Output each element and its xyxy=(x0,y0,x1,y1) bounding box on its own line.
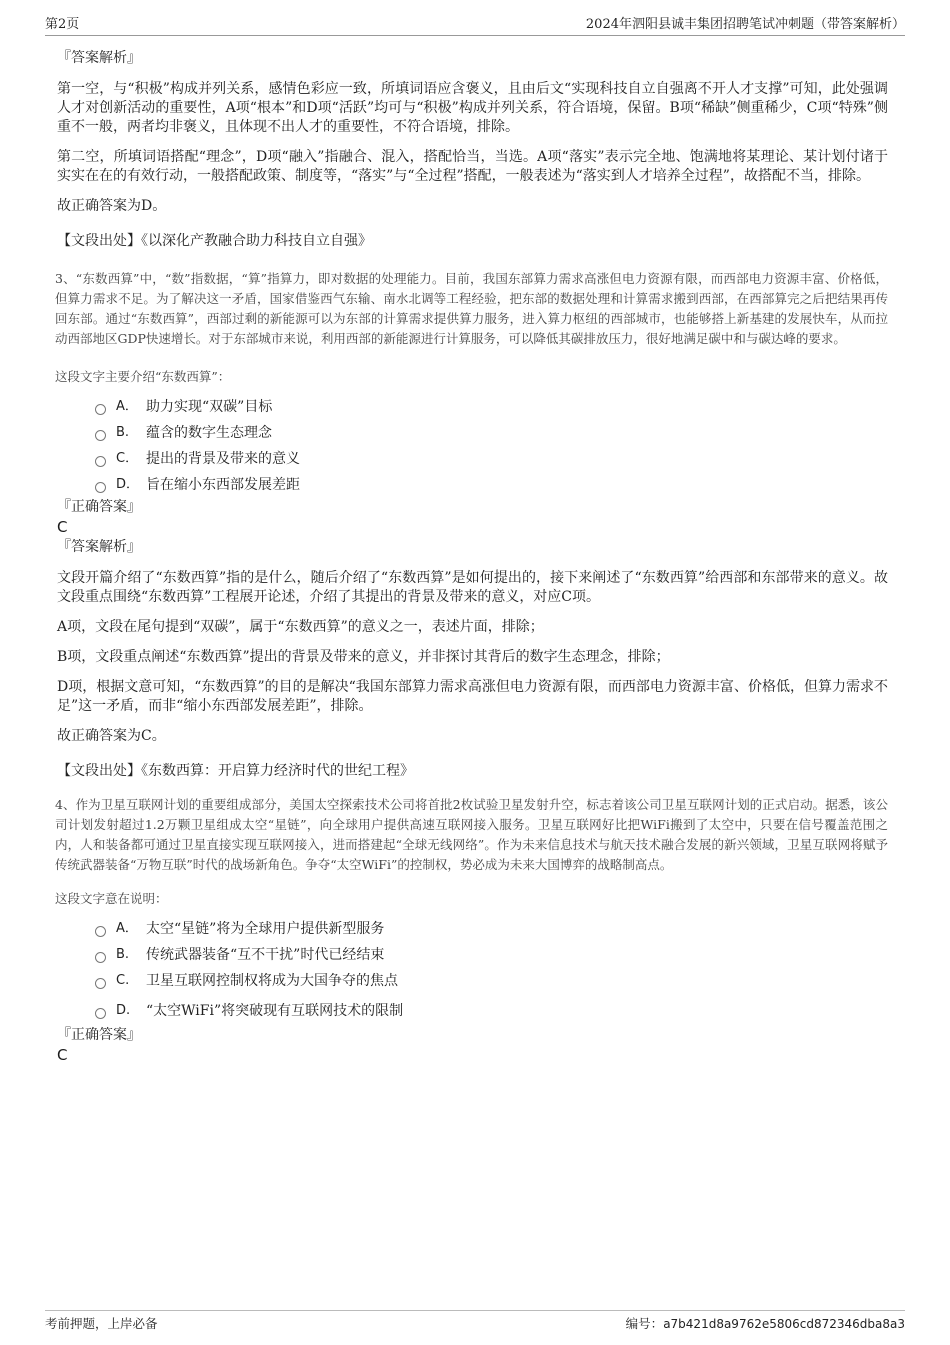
option-text: 蕴含的数字生态理念 xyxy=(146,425,272,441)
q3-conclusion: 故正确答案为C。 xyxy=(57,728,166,744)
radio-icon[interactable] xyxy=(95,456,106,467)
q3-analysis-paragraph-4: D项，根据文意可知，“东数西算”的目的是解决“我国东部算力需求高涨但电力资源有限，而西部电力资源丰富、价格低，但算力需求不足”这一矛盾，而非“缩小东西部发展差距”，排除。 xyxy=(57,679,888,714)
q2-conclusion: 故正确答案为D。 xyxy=(57,198,167,214)
q4-prompt: 这段文字意在说明： xyxy=(55,891,168,906)
document-code xyxy=(626,1314,905,1332)
option-letter: B. xyxy=(116,947,130,962)
q4-option-a[interactable] xyxy=(95,919,888,939)
q3-source: 【文段出处】《东数西算：开启算力经济时代的世纪工程》 xyxy=(57,763,414,779)
radio-icon[interactable] xyxy=(95,1008,106,1019)
radio-icon[interactable] xyxy=(95,926,106,937)
q4-option-c[interactable] xyxy=(95,971,888,991)
option-letter: D． xyxy=(116,477,140,492)
option-text: 旨在缩小东西部发展差距 xyxy=(146,477,300,493)
option-letter: B. xyxy=(116,425,130,440)
footer-slogan: 考前押题，上岸必备 xyxy=(45,1316,158,1331)
page-number: 第2页 xyxy=(45,17,80,32)
q3-options xyxy=(57,397,888,495)
q4-answer: C xyxy=(57,1046,68,1064)
document-code-label: 编号： xyxy=(625,1316,664,1331)
q2-analysis-paragraph-1: 第一空，与“积极”构成并列关系，感情色彩应一致，所填词语应含褒义，且由后文“实现科技自立自强离不开人才支撑”可知，此处强调人才对创新活动的重要性，A项“根本”和D项“活跃”均可与“积极”构成并列关系，符合语境，保留。B项“稀缺”侧重稀少，C项“特殊”侧重不一般，两者均非褒义，且体现不出人才的重要性，不符合语境，排除。 xyxy=(57,81,888,135)
q3-analysis-paragraph-2: A项，文段在尾句提到“双碳”，属于“东数西算”的意义之一，表述片面，排除； xyxy=(57,619,544,635)
option-text: 卫星互联网控制权将成为大国争夺的焦点 xyxy=(146,973,398,989)
radio-icon[interactable] xyxy=(95,482,106,493)
q3-answer: C xyxy=(57,518,68,536)
option-letter: A． xyxy=(116,399,138,414)
q4-question: 4、作为卫星互联网计划的重要组成部分，美国太空探索技术公司将首批2枚试验卫星发射升空，标志着该公司卫星互联网计划的正式启动。据悉，该公司计划发射超过1.2万颗卫星组成太空“星链”，向全球用户提供高速互联网接入服务。卫星互联网好比把WiFi搬到了太空中，只要在信号覆盖范围之内，人和装备都可通过卫星直接实现互联网接入，进而搭建起“全球无线网络”。作为未来信息技术与航天技术融合发展的新兴领域，卫星互联网将赋予传统武器装备“万物互联”时代的战场新角色。争夺“太空WiFi”的控制权，势必成为未来大国博弈的战略制高点。 xyxy=(55,797,888,872)
q3-option-a[interactable] xyxy=(95,397,888,417)
option-text: 传统武器装备“互不干扰”时代已经结束 xyxy=(146,947,385,963)
q3-analysis-label: 『答案解析』 xyxy=(57,539,141,555)
q3-prompt: 这段文字主要介绍“东数西算”： xyxy=(55,369,231,384)
document-code-value: a7b421d8a9762e5806cd872346dba8a3 xyxy=(663,1317,905,1331)
q2-analysis-paragraph-2: 第二空，所填词语搭配“理念”，D项“融入”指融合、混入，搭配恰当，当选。A项“落实”表示完全地、饱满地将某理论、某计划付诸于实实在在的有效行动，一般搭配政策、制度等，“落实”与“全过程”搭配，一般表述为“落实到人才培养全过程”，故搭配不当，排除。 xyxy=(57,149,888,184)
radio-icon[interactable] xyxy=(95,952,106,963)
radio-icon[interactable] xyxy=(95,978,106,989)
q3-option-d[interactable] xyxy=(95,475,888,495)
q2-analysis-label: 『答案解析』 xyxy=(57,50,141,66)
radio-icon[interactable] xyxy=(95,404,106,415)
option-text: 提出的背景及带来的意义 xyxy=(146,451,300,467)
option-letter: D. xyxy=(116,1003,131,1018)
page-footer xyxy=(45,1310,905,1332)
page-header xyxy=(45,12,905,36)
document-title: 2024年泗阳县诚丰集团招聘笔试冲刺题（带答案解析） xyxy=(585,17,905,32)
option-letter: C. xyxy=(116,973,130,988)
document-body xyxy=(57,48,888,1065)
q4-option-b[interactable] xyxy=(95,945,888,965)
q3-option-c[interactable] xyxy=(95,449,888,469)
option-text: 助力实现“双碳”目标 xyxy=(146,399,273,415)
q3-analysis-paragraph-3: B项，文段重点阐述“东数西算”提出的背景及带来的意义，并非探讨其背后的数字生态理念，排除； xyxy=(57,649,670,665)
q3-option-b[interactable] xyxy=(95,423,888,443)
option-text: “太空WiFi”将突破现有互联网技术的限制 xyxy=(146,1003,404,1019)
q4-answer-label: 『正确答案』 xyxy=(57,1027,141,1043)
q3-analysis-paragraph-1: 文段开篇介绍了“东数西算”指的是什么，随后介绍了“东数西算”是如何提出的，接下来阐述了“东数西算”给西部和东部带来的意义。故文段重点围绕“东数西算”工程展开论述，介绍了其提出的背景及带来的意义，对应C项。 xyxy=(57,570,888,605)
q4-options xyxy=(57,919,888,1021)
option-letter: A． xyxy=(116,921,138,936)
q4-option-d[interactable] xyxy=(95,1001,888,1021)
option-letter: C． xyxy=(116,451,139,466)
q3-question: 3、“东数西算”中，“数”指数据，“算”指算力，即对数据的处理能力。目前，我国东部算力需求高涨但电力资源有限，而西部电力资源丰富、价格低，但算力需求不足。为了解决这一矛盾，国家借鉴西气东输、南水北调等工程经验，把东部的数据处理和计算需求搬到西部，在西部算完之后把结果再传回东部。通过“东数西算”，西部过剩的新能源可以为东部的计算需求提供算力服务，进入算力枢纽的西部城市，也能够搭上新基建的发展快车，从而拉动西部地区GDP快速增长。对于东部城市来说，利用西部的新能源进行计算服务，可以降低其碳排放压力，很好地满足碳中和与碳达峰的要求。 xyxy=(55,271,888,346)
q3-answer-label: 『正确答案』 xyxy=(57,499,141,515)
radio-icon[interactable] xyxy=(95,430,106,441)
option-text: 太空“星链”将为全球用户提供新型服务 xyxy=(146,921,385,937)
q2-source: 【文段出处】《以深化产教融合助力科技自立自强》 xyxy=(57,233,372,249)
